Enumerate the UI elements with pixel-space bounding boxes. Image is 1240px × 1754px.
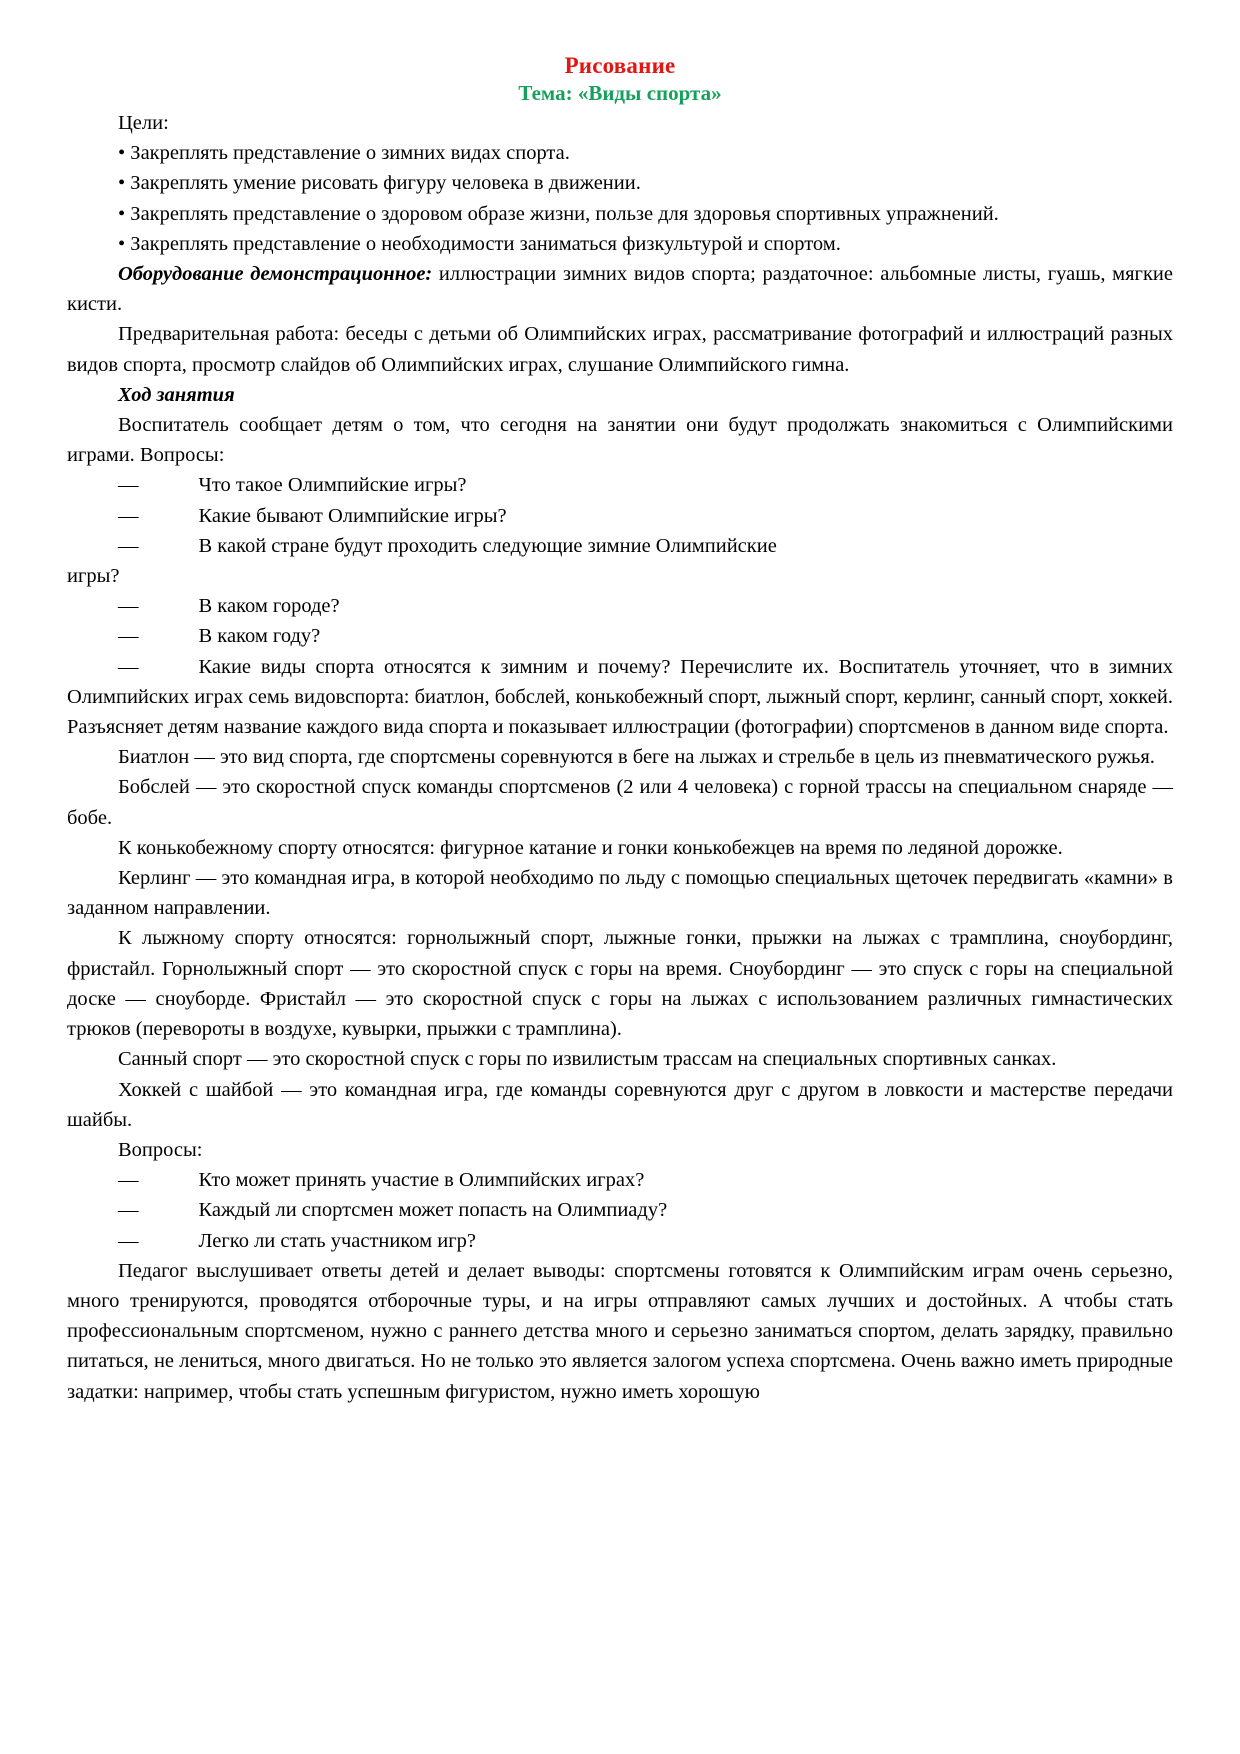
- sport-description-luge: Санный спорт — это скоростной спуск с горы по извилистым трассам на специальных спортивных санках.: [118, 1048, 1057, 1071]
- question-text: Каждый ли спортсмен может попасть на Олимпиаду?: [198, 1199, 668, 1222]
- question-item-1: [67, 470, 1173, 500]
- closing-question-3: [67, 1226, 1173, 1256]
- dash-marker: —: [118, 474, 139, 497]
- dash-marker: —: [118, 1169, 139, 1192]
- question-continuation: игры?: [67, 565, 120, 588]
- dash-marker: —: [118, 595, 139, 618]
- lesson-flow-intro: Воспитатель сообщает детям о том, что сегодня на занятии они будут продолжать знакомиться с Олимпийскими играми. Вопросы:: [67, 414, 1173, 467]
- page-title: Рисование: [564, 53, 676, 78]
- goal-bullet-1: • Закреплять представление о зимних видах спорта.: [118, 142, 570, 165]
- sport-description-bobsleigh: Бобслей — это скоростной спуск команды спортсменов (2 или 4 человека) с горной трассы на специальном снаряде — бобе.: [67, 776, 1173, 829]
- question-text: В какой стране будут проходить следующие зимние Олимпийские: [198, 534, 777, 557]
- dash-marker: —: [118, 1229, 139, 1252]
- questions-section-heading: Вопросы:: [118, 1138, 203, 1161]
- closing-question-2: [67, 1195, 1173, 1225]
- equipment-text: иллюстрации зимних видов спорта; раздаточное: альбомные листы, гуашь, мягкие кисти.: [67, 263, 1173, 316]
- question-item-3: [67, 531, 1173, 561]
- equipment-label: Оборудование демонстрационное:: [118, 263, 433, 286]
- goal-bullet-3: • Закреплять представление о здоровом образе жизни, пользе для здоровья спортивных упражнений.: [118, 202, 999, 225]
- goals-heading: Цели:: [118, 112, 169, 134]
- goal-bullet-2: • Закреплять умение рисовать фигуру человека в движении.: [118, 172, 641, 195]
- preliminary-work-paragraph: Предварительная работа: беседы с детьми об Олимпийских играх, рассматривание фотографий и иллюстраций разных видов спорта, просмотр слайдов об Олимпийских играх, слушание Олимпийского гимна.: [67, 323, 1173, 376]
- lesson-flow-heading: [67, 380, 1173, 410]
- dash-marker: —: [118, 625, 139, 648]
- equipment-paragraph: [67, 259, 1173, 319]
- dash-marker: —: [118, 1199, 139, 1222]
- question-item-4: [67, 591, 1173, 621]
- goal-bullet-4: • Закреплять представление о необходимости заниматься физкультурой и спортом.: [118, 232, 841, 255]
- closing-question-1: [67, 1165, 1173, 1195]
- question-text: В каком городе?: [198, 595, 340, 618]
- sport-description-biathlon: Биатлон — это вид спорта, где спортсмены соревнуются в беге на лыжах и стрельбе в цель из пневматического ружья.: [118, 746, 1155, 769]
- question-text: В каком году?: [198, 625, 321, 648]
- sport-description-skiing: К лыжному спорту относятся: горнолыжный спорт, лыжные гонки, прыжки на лыжах с трамплина, сноубординг, фристайл. Горнолыжный спорт — это скоростной спуск с горы на время. Сноубординг — это спуск с горы на специальной доске — сноуборде. Фристайл — это скоростной спуск с горы на лыжах с использованием различных гимнастических трюков (перевороты в воздухе, кувырки, прыжки с трамплина).: [67, 927, 1173, 1041]
- question-text: Какие бывают Олимпийские игры?: [198, 504, 507, 527]
- conclusion-paragraph: Педагог выслушивает ответы детей и делает выводы: спортсмены готовятся к Олимпийским играм очень серьезно, много тренируются, проводятся отборочные туры, и на игры отправляют самых лучших и достойных. А чтобы стать профессиональным спортсменом, нужно с раннего детства много и серьезно заниматься спортом, делать зарядку, правильно питаться, не лениться, много двигаться. Но не только это является залогом успеха спортсмена. Очень важно иметь природные задатки: например, чтобы стать успешным фигуристом, нужно иметь хорошую: [67, 1259, 1173, 1403]
- sport-description-hockey: Хоккей с шайбой — это командная игра, где команды соревнуются друг с другом в ловкости и мастерстве передачи шайбы.: [67, 1078, 1173, 1131]
- question-text: Какие виды спорта относятся к зимним и почему? Перечислите их. Воспитатель уточняет, что в зимних Олимпийских играх семь видовспорта: биатлон, бобслей, конькобежный спорт, лыжный спорт, керлинг, санный спорт, хоккей. Разъясняет детям название каждого вида спорта и показывает иллюстрации (фотографии) спортсменов в данном виде спорта.: [67, 655, 1173, 739]
- question-item-5: [67, 621, 1173, 651]
- page-subtitle: Тема: «Виды спорта»: [518, 81, 722, 105]
- dash-marker: —: [118, 504, 139, 527]
- lesson-flow-heading-text: Ход занятия: [118, 383, 235, 406]
- dash-marker: —: [118, 655, 139, 678]
- question-text: Что такое Олимпийские игры?: [198, 474, 467, 497]
- question-text: Легко ли стать участником игр?: [198, 1229, 476, 1252]
- question-item-2: [67, 501, 1173, 531]
- dash-marker: —: [118, 534, 139, 557]
- question-item-6: [67, 652, 1173, 743]
- question-text: Кто может принять участие в Олимпийских играх?: [198, 1169, 645, 1192]
- sport-description-curling: Керлинг — это командная игра, в которой необходимо по льду с помощью специальных щеточек передвигать «камни» в заданном направлении.: [67, 867, 1173, 920]
- sport-description-speed-skating: К конькобежному спорту относятся: фигурное катание и гонки конькобежцев на время по ледяной дорожке.: [118, 836, 1063, 859]
